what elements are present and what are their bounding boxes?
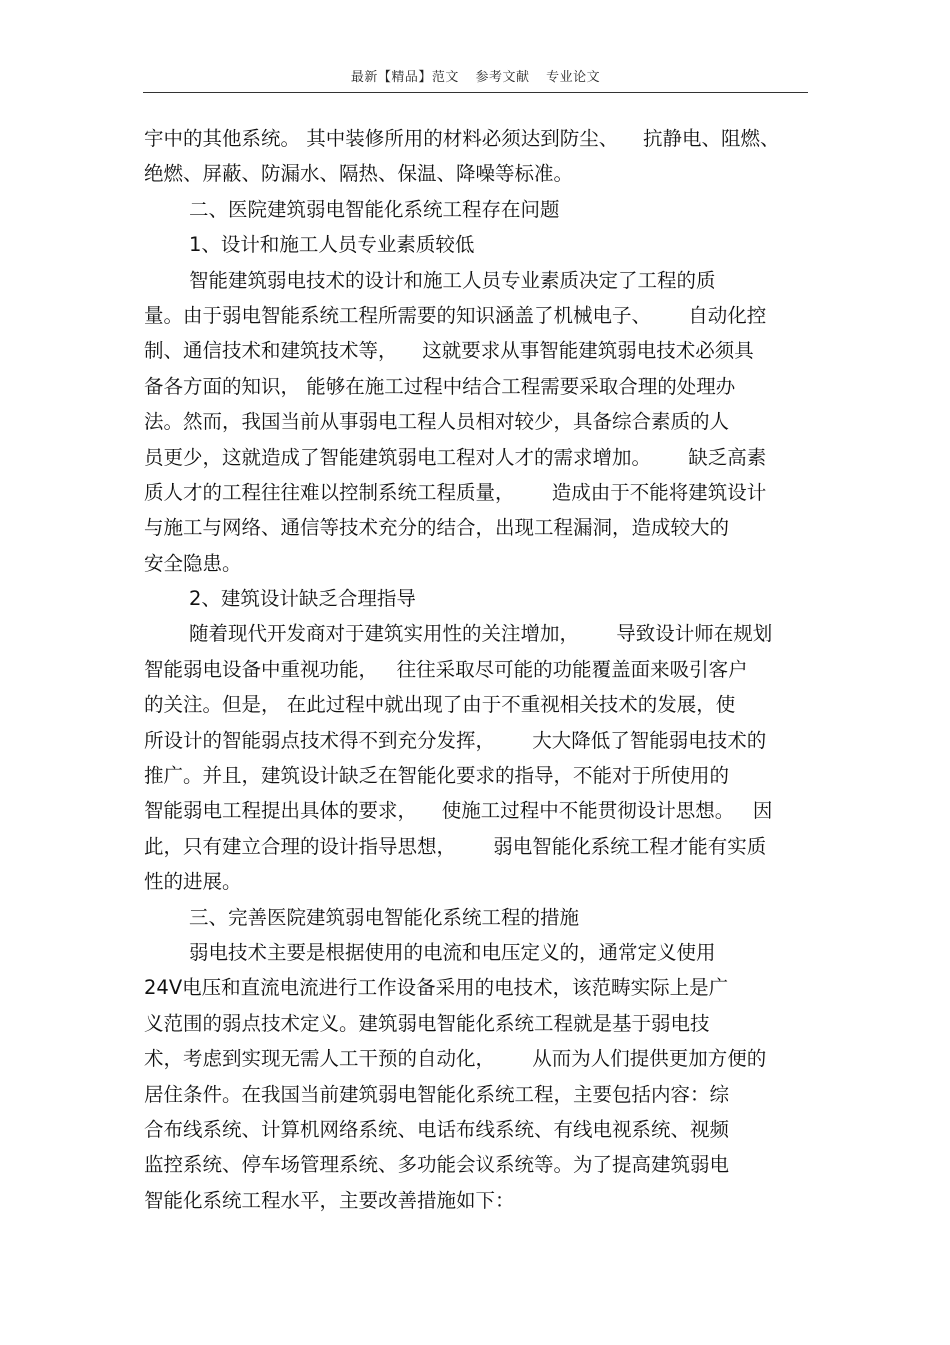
document-body (144, 121, 812, 1218)
text-line: 推广。并且，建筑设计缺乏在智能化要求的指导，不能对于所使用的 (144, 764, 730, 788)
text-line: 宇中的其他系统。 其中装修所用的材料必须达到防尘、 抗静电、阻燃、 (144, 127, 780, 150)
header-item-cankao: 参考文献 (475, 70, 530, 85)
text-line: 绝燃、屏蔽、防漏水、隔热、保温、降噪等标准。 (144, 162, 574, 186)
header-item-lunwen: 专业论文 (546, 70, 601, 85)
text-line: 居住条件。在我国当前建筑弱电智能化系统工程，主要包括内容：综 (144, 1082, 730, 1106)
text-line: 24V电压和直流电流进行工作设备采用的电技术，该范畴实际上是广 (144, 976, 729, 1000)
text-line: 量。由于弱电智能系统工程所需要的知识涵盖了机械电子、 自动化控 (144, 303, 767, 327)
header-divider (143, 92, 808, 93)
text-line: 所设计的智能弱点技术得不到充分发挥， 大大降低了智能弱电技术的 (144, 728, 767, 752)
text-line: 备各方面的知识， 能够在施工过程中结合工程需要采取合理的处理办 (144, 374, 736, 398)
text-line: 三、完善医院建筑弱电智能化系统工程的措施 (189, 905, 580, 929)
text-line: 性的进展。 (144, 870, 242, 894)
text-line: 随着现代开发商对于建筑实用性的关注增加， 导致设计师在规划 (189, 622, 773, 646)
text-line: 智能化系统工程水平，主要改善措施如下： (144, 1188, 515, 1212)
text-line: 此，只有建立合理的设计指导思想， 弱电智能化系统工程才能有实质 (144, 834, 767, 858)
text-line: 术，考虑到实现无需人工干预的自动化， 从而为人们提供更加方便的 (144, 1047, 767, 1071)
text-line: 1、设计和施工人员专业素质较低 (189, 233, 475, 257)
text-line: 二、医院建筑弱电智能化系统工程存在问题 (189, 197, 560, 221)
text-line: 义范围的弱点技术定义。建筑弱电智能化系统工程就是基于弱电技 (144, 1011, 710, 1035)
text-line: 智能建筑弱电技术的设计和施工人员专业素质决定了工程的质 (189, 268, 716, 292)
text-line: 质人才的工程往往难以控制系统工程质量， 造成由于不能将建筑设计 (144, 480, 767, 504)
text-line: 制、通信技术和建筑技术等， 这就要求从事智能建筑弱电技术必须具 (144, 339, 754, 363)
text-line: 合布线系统、计算机网络系统、电话布线系统、有线电视系统、视频 (144, 1117, 730, 1141)
text-line: 智能弱电设备中重视功能， 往往采取尽可能的功能覆盖面来吸引客户 (144, 657, 748, 681)
text-line: 2、建筑设计缺乏合理指导 (189, 587, 416, 611)
text-line: 与施工与网络、通信等技术充分的结合，出现工程漏洞，造成较大的 (144, 516, 730, 540)
text-line: 智能弱电工程提出具体的要求， 使施工过程中不能贯彻设计思想。 因 (144, 799, 773, 823)
text-line: 安全隐患。 (144, 551, 242, 575)
page-header (143, 66, 808, 85)
text-line: 员更少，这就造成了智能建筑弱电工程对人才的需求增加。 缺乏高素 (144, 445, 767, 469)
text-line: 的关注。但是， 在此过程中就出现了由于不重视相关技术的发展，使 (144, 693, 736, 717)
text-line: 弱电技术主要是根据使用的电流和电压定义的，通常定义使用 (189, 940, 716, 964)
header-item-fanwen: 最新【精品】范文 (350, 70, 459, 85)
text-line: 法。然而，我国当前从事弱电工程人员相对较少，具备综合素质的人 (144, 410, 730, 434)
text-line: 监控系统、停车场管理系统、多功能会议系统等。为了提高建筑弱电 (144, 1153, 730, 1177)
